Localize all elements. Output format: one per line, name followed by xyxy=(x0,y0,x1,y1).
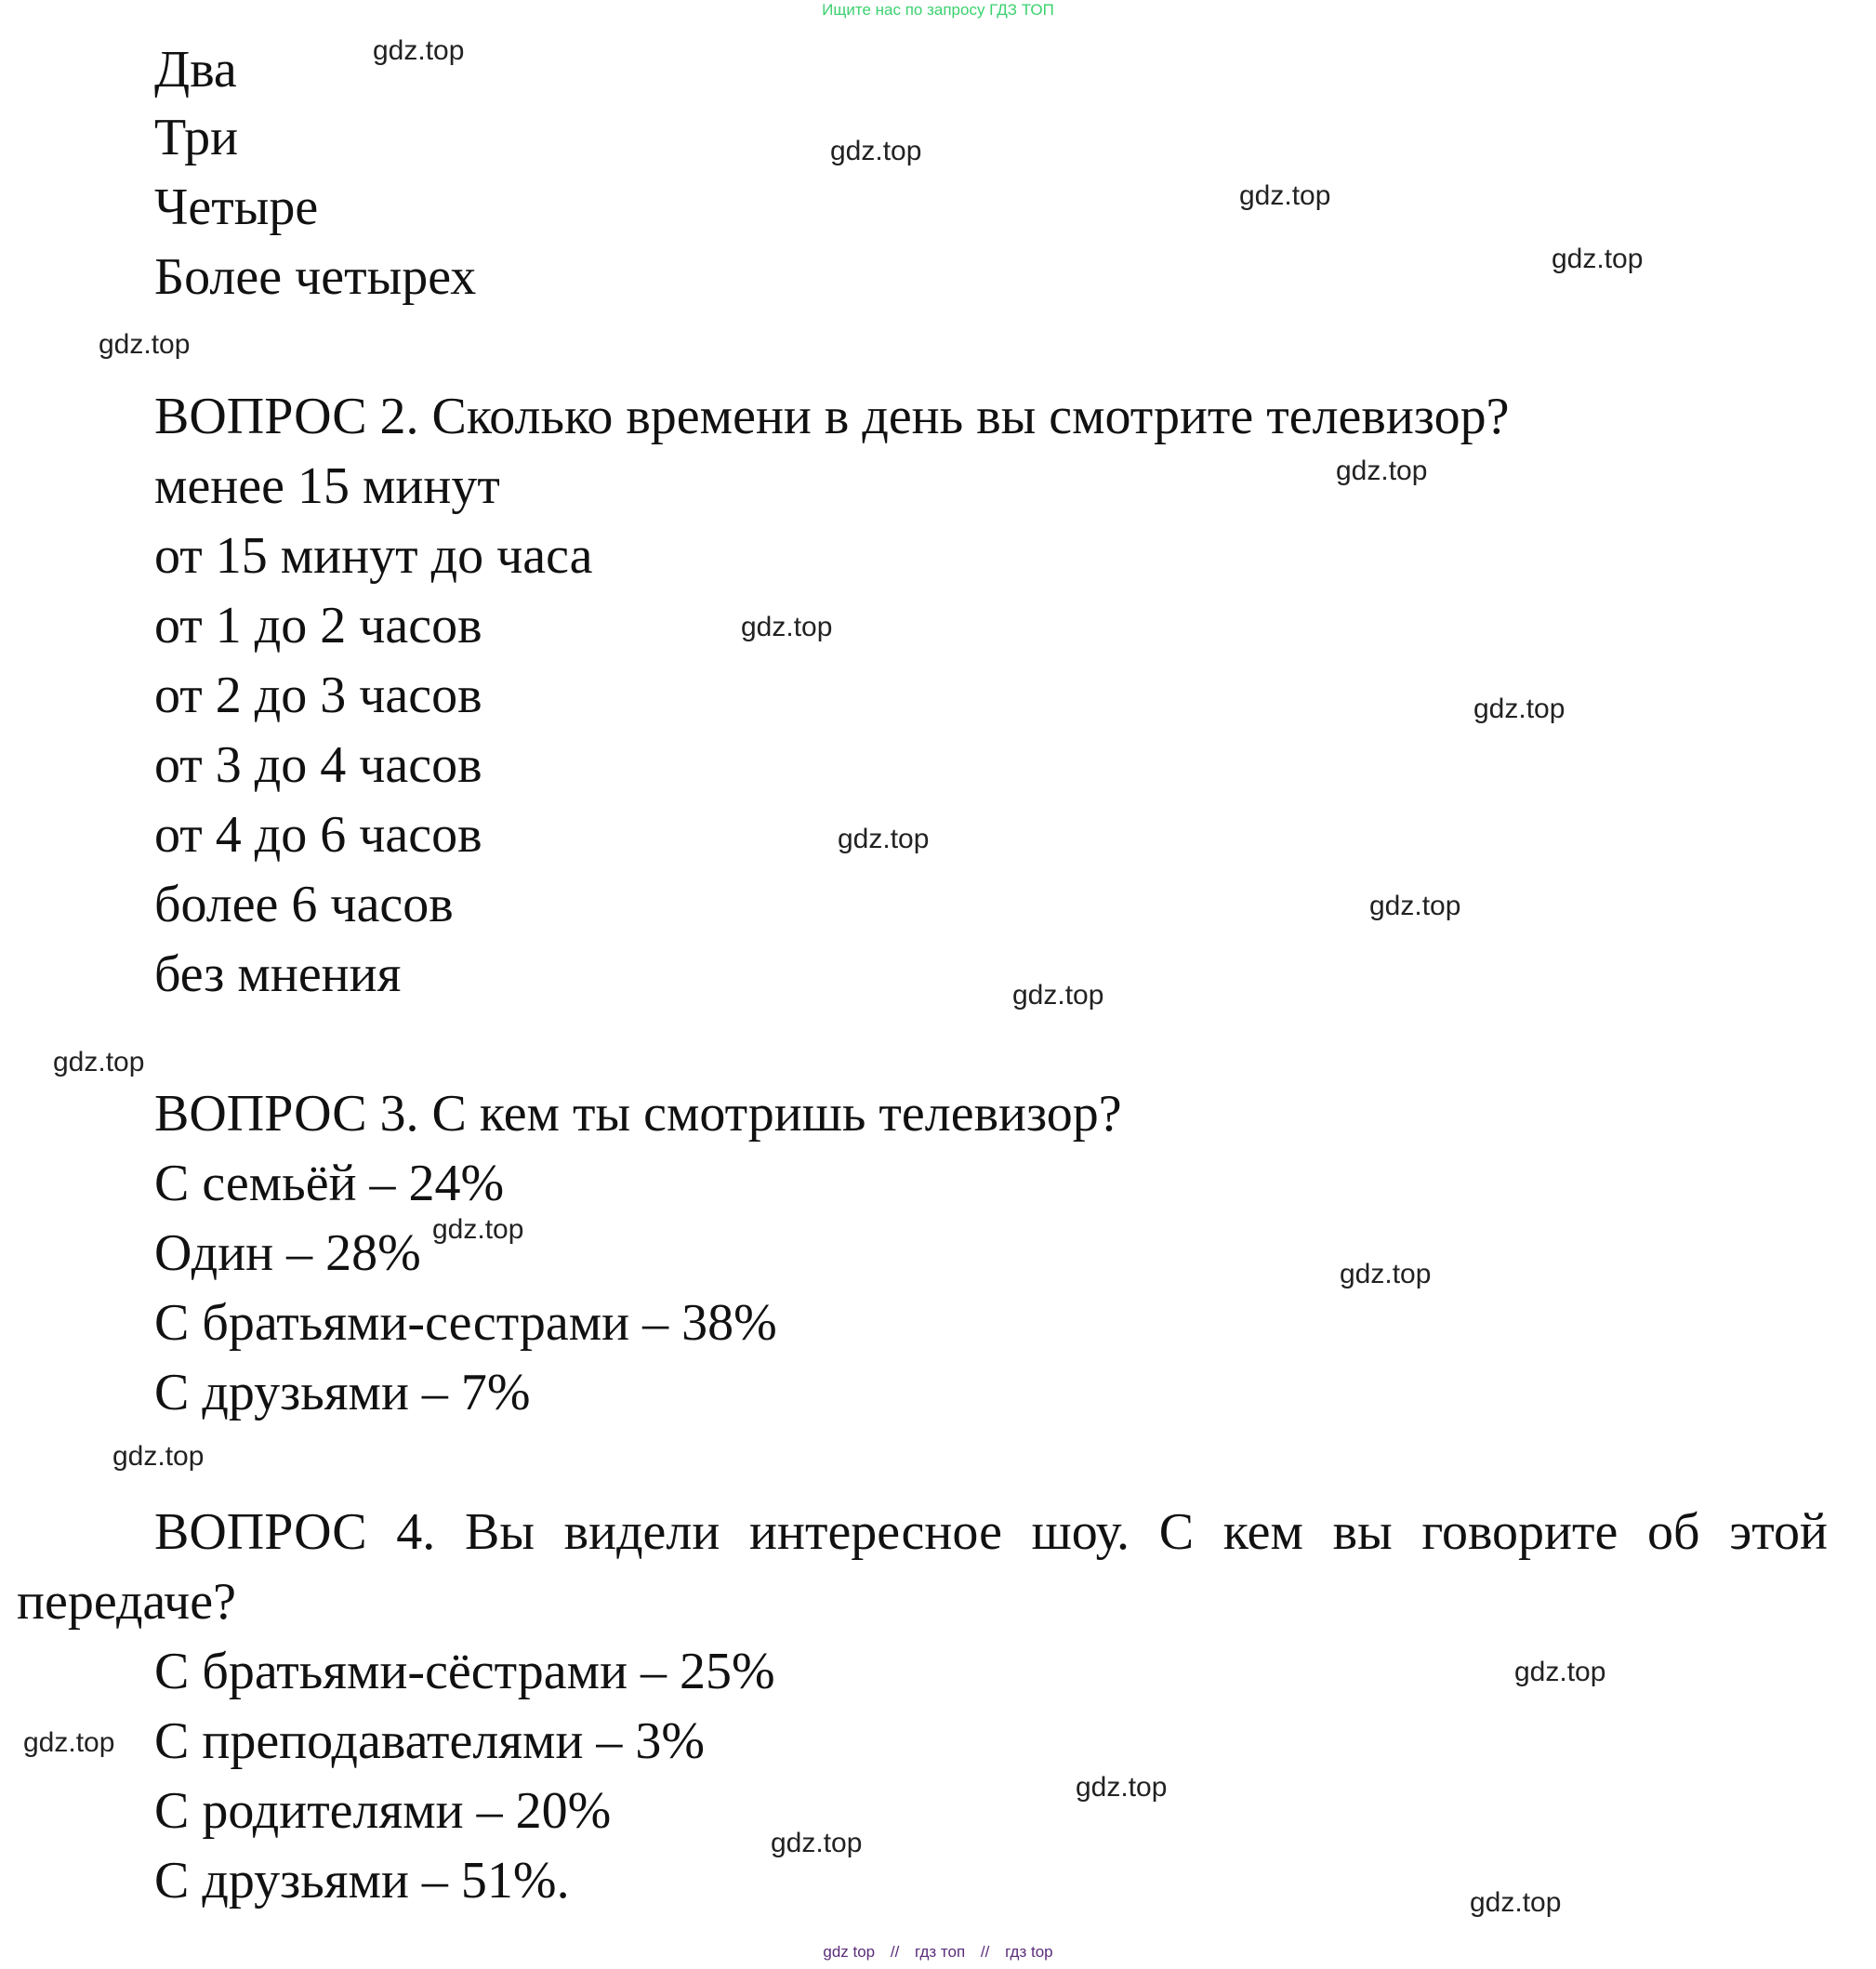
footer-separator: // xyxy=(980,1943,990,1961)
watermark: gdz.top xyxy=(838,824,930,854)
q2-option-1: менее 15 минут xyxy=(154,457,500,515)
watermark: gdz.top xyxy=(99,329,191,360)
watermark: gdz.top xyxy=(1470,1887,1562,1918)
top-banner: Ищите нас по запросу ГДЗ ТОП xyxy=(822,1,1054,19)
watermark: gdz.top xyxy=(53,1047,145,1077)
q4-option-3: С родителями – 20% xyxy=(154,1782,612,1840)
q2-option-3: от 1 до 2 часов xyxy=(154,597,482,654)
watermark: gdz.top xyxy=(1012,980,1104,1011)
q4-option-1: С братьями-сёстрами – 25% xyxy=(154,1643,775,1700)
q2-title: ВОПРОС 2. Сколько времени в день вы смотрите телевизор? xyxy=(154,388,1510,445)
q2-option-4: от 2 до 3 часов xyxy=(154,667,482,724)
watermark: gdz.top xyxy=(1239,180,1331,211)
watermark: gdz.top xyxy=(771,1828,863,1858)
q3-option-1: С семьёй – 24% xyxy=(154,1155,505,1212)
q1-option-4: Более четырех xyxy=(154,248,477,306)
q2-option-2: от 15 минут до часа xyxy=(154,527,593,585)
q3-option-3: С братьями-сестрами – 38% xyxy=(154,1294,777,1352)
q3-title: ВОПРОС 3. С кем ты смотришь телевизор? xyxy=(154,1085,1122,1143)
q2-option-7: более 6 часов xyxy=(154,876,454,933)
watermark: gdz.top xyxy=(1340,1259,1432,1289)
watermark: gdz.top xyxy=(1076,1772,1168,1803)
q4-option-4: С друзьями – 51%. xyxy=(154,1852,570,1910)
watermark: gdz.top xyxy=(432,1214,524,1245)
footer-separator: // xyxy=(890,1943,900,1961)
watermark: gdz.top xyxy=(1514,1657,1606,1687)
q4-title-line-1: ВОПРОС 4. Вы видели интересное шоу. С кем вы говорите об этой xyxy=(154,1503,1828,1561)
watermark: gdz.top xyxy=(1473,694,1566,724)
q1-option-3: Четыре xyxy=(154,178,319,236)
watermark: gdz.top xyxy=(112,1441,205,1472)
q4-option-2: С преподавателями – 3% xyxy=(154,1712,706,1770)
watermark: gdz.top xyxy=(1552,244,1644,274)
q3-option-4: С друзьями – 7% xyxy=(154,1364,531,1421)
watermark: gdz.top xyxy=(830,136,922,166)
footer-link-gdz-top-mixed[interactable]: гдз top xyxy=(1005,1943,1053,1961)
q2-option-6: от 4 до 6 часов xyxy=(154,806,482,864)
footer-link-gdz-top[interactable]: gdz top xyxy=(823,1943,876,1961)
q4-title-line-2: передаче? xyxy=(17,1573,236,1631)
q2-option-5: от 3 до 4 часов xyxy=(154,736,482,794)
q3-option-2: Один – 28% xyxy=(154,1224,421,1282)
footer-links xyxy=(0,1943,1876,1962)
watermark: gdz.top xyxy=(1369,891,1461,921)
q1-option-1: Два xyxy=(154,41,237,99)
watermark: gdz.top xyxy=(1336,456,1428,486)
footer-link-gdz-top-ru[interactable]: гдз топ xyxy=(915,1943,966,1961)
q2-option-8: без мнения xyxy=(154,945,402,1003)
watermark: gdz.top xyxy=(741,612,833,642)
watermark: gdz.top xyxy=(23,1727,115,1758)
watermark: gdz.top xyxy=(373,35,465,66)
q1-option-2: Три xyxy=(154,109,239,166)
